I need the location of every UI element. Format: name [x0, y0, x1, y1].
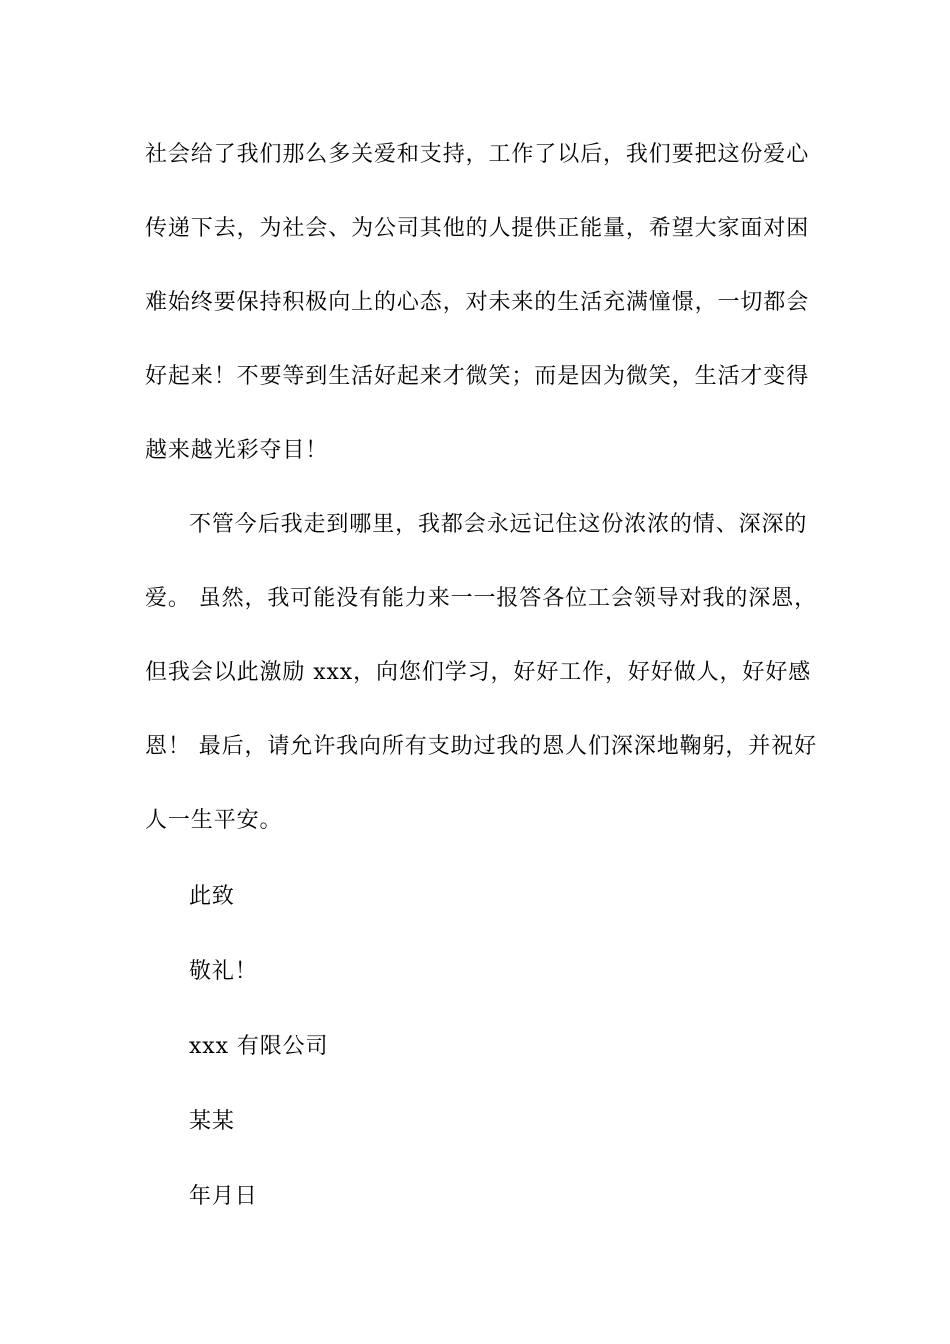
closing-date: 年月日: [189, 1184, 258, 1209]
closing-company: xxx 有限公司: [189, 1034, 329, 1059]
paragraph-2-line-4: 恩！ 最后，请允许我向所有支助过我的恩人们深深地鞠躬，并祝好: [145, 734, 817, 759]
closing-signer: 某某: [189, 1109, 235, 1134]
paragraph-1-line-4: 好起来！不要等到生活好起来才微笑；而是因为微笑，生活才变得: [145, 364, 810, 389]
paragraph-2-line-5: 人一生平安。: [145, 808, 283, 833]
paragraph-1-line-1: 社会给了我们那么多关爱和支持，工作了以后，我们要把这份爱心: [145, 142, 810, 167]
closing-salutation-1: 此致: [189, 884, 235, 909]
paragraph-1-line-3: 难始终要保持积极向上的心态，对未来的生活充满憧憬，一切都会: [145, 290, 810, 315]
closing-salutation-2: 敬礼！: [189, 959, 258, 984]
paragraph-2-line-3: 但我会以此激励 xxx，向您们学习，好好工作，好好做人，好好感: [145, 660, 812, 685]
paragraph-1-line-5: 越来越光彩夺目！: [145, 438, 329, 463]
paragraph-2-line-2: 爱。 虽然，我可能没有能力来一一报答各位工会领导对我的深恩，: [145, 586, 817, 611]
paragraph-2-line-1: 不管今后我走到哪里，我都会永远记住这份浓浓的情、深深的: [189, 512, 808, 537]
paragraph-1-line-2: 传递下去，为社会、为公司其他的人提供正能量，希望大家面对困: [145, 216, 810, 241]
